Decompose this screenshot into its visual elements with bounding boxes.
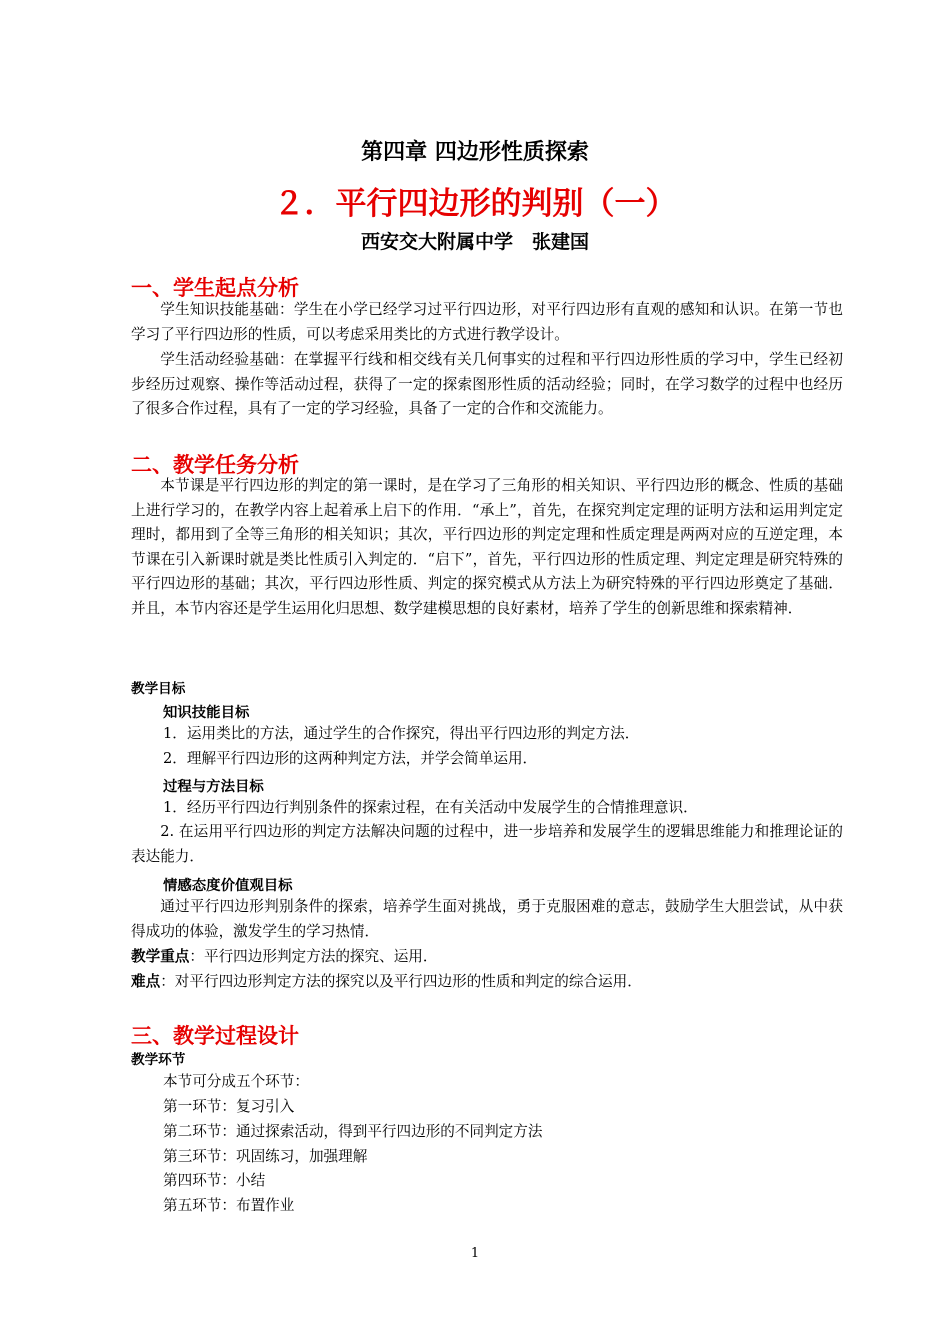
- emotion-goal-1: 通过平行四边形判别条件的探索，培养学生面对挑战，勇于克服困难的意志，鼓励学生大胆尝试，从中获得成功的体验，激发学生的学习热情．: [131, 898, 843, 940]
- section-heading-task-analysis: 二、教学任务分析: [131, 453, 299, 477]
- knowledge-goals-heading: 知识技能目标: [163, 705, 250, 721]
- process-goal-2: 2. 在运用平行四边形的判定方法解决问题的过程中，进一步培养和发展学生的逻辑思维能力和推理论证的表达能力．: [131, 823, 843, 865]
- process-goal-1: 1．经历平行四边行判别条件的探索过程，在有关活动中发展学生的合情推理意识．: [163, 799, 698, 816]
- paragraph-activity-basis: 学生活动经验基础：在掌握平行线和相交线有关几何事实的过程和平行四边形性质的学习中，学生已经初步经历过观察、操作等活动过程，获得了一定的探索图形性质的活动经验；同时，在学习数学的过程中也经历了很多合作过程，具有了一定的学习经验，具备了一定的合作和交流能力。: [131, 351, 843, 418]
- step-item: 第二环节：通过探索活动，得到平行四边形的不同判定方法: [163, 1123, 543, 1140]
- paragraph-task-analysis: 本节课是平行四边形的判定的第一课时，是在学习了三角形的相关知识、平行四边形的概念、性质的基础上进行学习的，在教学内容上起着承上启下的作用．“承上”，首先，在探究判定定理的证明方法和运用判定定理时，都用到了全等三角形的相关知识；其次，平行四边形的判定定理和性质定理是两两对应的互逆定理，本节课在引入新课时就是类比性质引入判定的．“启下”，首先，平行四边形的性质定理、判定定理是研究特殊的平行四边形的基础；其次，平行四边形性质、判定的探究模式从方法上为研究特殊的平行四边形奠定了基础．并且，本节内容还是学生运用化归思想、数学建模思想的良好素材，培养了学生的创新思维和探索精神．: [131, 477, 843, 617]
- teaching-steps-heading: 教学环节: [131, 1052, 186, 1068]
- chapter-title: 第四章 四边形性质探索: [361, 140, 589, 165]
- lesson-title: ２．平行四边形的判别（一）: [273, 186, 677, 222]
- step-item: 第五环节：布置作业: [163, 1197, 295, 1214]
- step-item: 第一环节：复习引入: [163, 1098, 295, 1115]
- paragraph-knowledge-basis: 学生知识技能基础：学生在小学已经学习过平行四边形，对平行四边形有直观的感知和认识。在第一节也学习了平行四边形的性质，可以考虑采用类比的方式进行教学设计。: [131, 301, 843, 343]
- key-point-text: ：平行四边形判定方法的探究、运用．: [189, 948, 438, 965]
- difficulty-line: [131, 970, 843, 995]
- knowledge-goal-2: 2．理解平行四边形的这两种判定方法，并学会简单运用．: [163, 750, 538, 767]
- difficulty-text: ：对平行四边形判定方法的探究以及平行四边形的性质和判定的综合运用．: [160, 973, 642, 990]
- step-item: 第三环节：巩固练习，加强理解: [163, 1148, 368, 1165]
- key-point-line: [131, 945, 843, 970]
- section-heading-student-analysis: 一、学生起点分析: [131, 276, 299, 300]
- author-line: 西安交大附属中学 张建国: [360, 231, 589, 253]
- steps-intro: 本节可分成五个环节：: [163, 1073, 309, 1090]
- emotion-goals-heading: 情感态度价值观目标: [163, 878, 293, 894]
- section-heading-process-design: 三、教学过程设计: [131, 1024, 299, 1048]
- difficulty-label: 难点: [131, 973, 161, 990]
- step-item: 第四环节：小结: [163, 1172, 266, 1189]
- knowledge-goal-1: 1．运用类比的方法，通过学生的合作探究，得出平行四边形的判定方法．: [163, 725, 640, 742]
- key-point-label: 教学重点: [131, 948, 190, 965]
- process-goals-heading: 过程与方法目标: [163, 779, 264, 795]
- goals-heading: 教学目标: [131, 681, 186, 697]
- page-number: 1: [470, 1246, 480, 1261]
